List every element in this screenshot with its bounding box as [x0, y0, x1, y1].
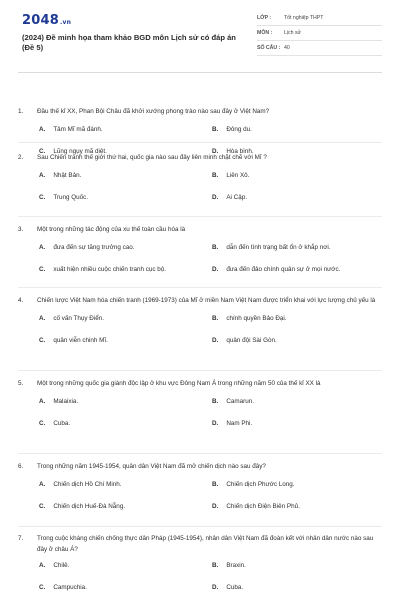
logo-suffix: .vn	[59, 19, 72, 26]
meta-key: MÔN :	[257, 30, 273, 36]
answer-options	[18, 398, 382, 442]
question-stem	[18, 152, 382, 163]
meta-value: Tốt nghiệp THPT	[284, 15, 324, 21]
question-6	[18, 461, 382, 525]
option-a[interactable]	[39, 398, 78, 405]
meta-key: LỚP :	[257, 15, 272, 21]
exam-meta	[257, 12, 382, 57]
question-text: Trong những năm 1945-1954, quân dân Việt Nam đã mở chiến dịch nào sau đây?	[37, 463, 266, 470]
option-text: Tâm Mĩ mã đánh.	[53, 126, 103, 133]
option-text: chính quyền Bảo Đại.	[226, 315, 287, 322]
question-number: 3.	[18, 226, 24, 233]
page-title: (2024) Đề minh họa tham khảo BGD môn Lịch sử có đáp án (Đề 5)	[22, 33, 236, 52]
option-text: Liên Xô.	[226, 172, 250, 179]
option-text: quân đội Sài Gòn.	[226, 337, 277, 344]
question-number: 7.	[18, 535, 24, 542]
option-b[interactable]	[212, 244, 331, 251]
option-text: Nhật Bản.	[53, 172, 82, 179]
question-3	[18, 224, 382, 288]
meta-value: Lịch sử	[284, 30, 302, 36]
option-text: đưa đến đảo chính quân sự ở mọi nước.	[226, 266, 341, 273]
option-letter: B.	[212, 244, 219, 251]
option-c[interactable]	[39, 266, 166, 273]
option-letter: C.	[39, 503, 46, 510]
question-stem	[18, 378, 382, 389]
option-text: Lũng ngụy mã diệt.	[53, 148, 107, 155]
question-text: Đầu thế kỉ XX, Phan Bội Châu đã khởi xướng phong trào nào sau đây ở Việt Nam?	[37, 108, 270, 115]
option-a[interactable]	[39, 244, 135, 251]
option-c[interactable]	[39, 420, 70, 427]
option-c[interactable]	[39, 584, 87, 591]
option-b[interactable]	[212, 562, 246, 569]
header-divider	[18, 72, 382, 73]
option-letter: A.	[39, 398, 46, 405]
question-4	[18, 295, 382, 359]
question-stem	[18, 224, 382, 235]
option-letter: C.	[39, 148, 46, 155]
option-c[interactable]	[39, 337, 108, 344]
logo-text: 2048	[22, 13, 59, 28]
answer-options	[18, 244, 382, 288]
question-divider	[18, 142, 382, 143]
answer-options	[18, 172, 382, 216]
question-stem	[18, 461, 382, 472]
question-divider	[18, 370, 382, 371]
options-row	[18, 337, 382, 359]
option-letter: D.	[212, 420, 219, 427]
option-text: dẫn đến tình trạng bất ổn ở khắp nơi.	[226, 244, 331, 251]
option-letter: D.	[212, 337, 219, 344]
option-letter: A.	[39, 481, 46, 488]
options-row	[18, 562, 382, 584]
question-stem	[18, 533, 382, 555]
option-text: Chiến dịch Điện Biên Phủ.	[226, 503, 300, 510]
option-text: Cuba.	[53, 420, 71, 427]
option-text: Ai Cập.	[226, 194, 247, 201]
option-text: quân viễn chinh Mĩ.	[53, 337, 108, 344]
question-5	[18, 378, 382, 442]
option-text: đưa đến sự tăng trưởng cao.	[53, 244, 135, 251]
question-divider	[18, 287, 382, 288]
options-row	[18, 315, 382, 337]
option-a[interactable]	[39, 562, 69, 569]
meta-value: 40	[284, 45, 290, 51]
options-row	[18, 266, 382, 288]
option-text: Braxin.	[226, 562, 246, 569]
site-logo[interactable]	[22, 13, 71, 28]
question-stem	[18, 295, 382, 306]
option-a[interactable]	[39, 126, 103, 133]
page-header	[0, 0, 400, 66]
options-row	[18, 172, 382, 194]
option-letter: B.	[212, 315, 219, 322]
option-letter: B.	[212, 126, 219, 133]
option-text: Malaixia.	[53, 398, 79, 405]
question-7	[18, 533, 382, 600]
option-letter: A.	[39, 562, 46, 569]
option-text: Camarun.	[226, 398, 254, 405]
option-letter: A.	[39, 315, 46, 322]
option-letter: C.	[39, 194, 46, 201]
question-divider	[18, 453, 382, 454]
answer-options	[18, 315, 382, 359]
option-text: Nam Phi.	[226, 420, 253, 427]
option-letter: D.	[212, 503, 219, 510]
option-letter: C.	[39, 337, 46, 344]
question-text: Một trong những quốc gia giành độc lập ở khu vực Đông Nam Á trong những năm 50 của thế kỉ XX là	[37, 380, 321, 387]
answer-options	[18, 562, 382, 600]
question-number: 5.	[18, 380, 24, 387]
question-number: 1.	[18, 108, 24, 115]
option-d[interactable]	[212, 266, 340, 273]
option-letter: A.	[39, 172, 46, 179]
meta-row-subject	[257, 27, 382, 41]
meta-row-class	[257, 12, 382, 26]
option-letter: B.	[212, 398, 219, 405]
option-d[interactable]	[212, 337, 277, 344]
option-d[interactable]	[212, 420, 252, 427]
question-stem	[18, 106, 382, 117]
option-c[interactable]	[39, 503, 125, 510]
option-letter: B.	[212, 172, 219, 179]
question-divider	[18, 526, 382, 527]
question-number: 4.	[18, 297, 24, 304]
options-row	[18, 584, 382, 600]
option-text: Chiến dịch Huế-Đà Nẵng.	[53, 503, 126, 510]
option-text: Đông du.	[226, 126, 252, 133]
option-letter: A.	[39, 126, 46, 133]
option-letter: C.	[39, 420, 46, 427]
option-letter: D.	[212, 266, 219, 273]
option-d[interactable]	[212, 503, 300, 510]
option-b[interactable]	[212, 481, 295, 488]
option-b[interactable]	[212, 315, 287, 322]
option-text: Chiến dịch Hồ Chí Minh.	[53, 481, 122, 488]
options-row	[18, 244, 382, 266]
option-letter: A.	[39, 244, 46, 251]
options-row	[18, 481, 382, 503]
option-text: Campuchia.	[53, 584, 87, 591]
option-c[interactable]	[39, 194, 88, 201]
option-letter: B.	[212, 562, 219, 569]
question-divider	[18, 216, 382, 217]
option-letter: B.	[212, 481, 219, 488]
option-text: Hòa bình.	[226, 148, 254, 155]
question-number: 6.	[18, 463, 24, 470]
answer-options	[18, 481, 382, 525]
option-text: xuất hiện nhiều cuộc chiến tranh cục bộ.	[53, 266, 167, 273]
options-row	[18, 503, 382, 525]
option-text: Trung Quốc.	[53, 194, 89, 201]
option-letter: D.	[212, 194, 219, 201]
option-letter: D.	[212, 584, 219, 591]
option-text: Chiến dịch Phước Long.	[226, 481, 295, 488]
meta-key: SỐ CÂU :	[257, 45, 281, 51]
options-row	[18, 398, 382, 420]
question-text: Chiến lược Việt Nam hóa chiến tranh (1969-1973) của Mĩ ở miền Nam Việt Nam được triển khai với lực lượng chủ yếu là	[37, 297, 376, 304]
option-a[interactable]	[39, 315, 104, 322]
meta-row-count	[257, 42, 382, 56]
options-row	[18, 194, 382, 216]
options-row	[18, 126, 382, 148]
question-text: Sau Chiến tranh thế giới thứ hai, quốc gia nào sau đây liên minh chặt chẽ với Mĩ ?	[37, 154, 267, 161]
option-letter: C.	[39, 266, 46, 273]
option-a[interactable]	[39, 172, 81, 179]
question-text: Trong cuộc kháng chiến chống thực dân Pháp (1945-1954), nhân dân Việt Nam đã đoàn kết với nhân dân nước nào sau đây ở châu Á?	[37, 535, 374, 553]
option-letter: C.	[39, 584, 46, 591]
option-b[interactable]	[212, 398, 254, 405]
option-b[interactable]	[212, 172, 249, 179]
option-b[interactable]	[212, 126, 252, 133]
option-text: Chilê.	[53, 562, 70, 569]
option-text: cố vấn Thụy Điển.	[53, 315, 104, 322]
option-letter: D.	[212, 148, 219, 155]
question-number: 2.	[18, 154, 24, 161]
question-2	[18, 152, 382, 216]
options-row	[18, 420, 382, 442]
option-text: Cuba.	[226, 584, 244, 591]
option-d[interactable]	[212, 584, 243, 591]
option-a[interactable]	[39, 481, 122, 488]
option-d[interactable]	[212, 194, 247, 201]
question-text: Một trong những tác động của xu thế toàn cầu hóa là	[37, 226, 186, 233]
